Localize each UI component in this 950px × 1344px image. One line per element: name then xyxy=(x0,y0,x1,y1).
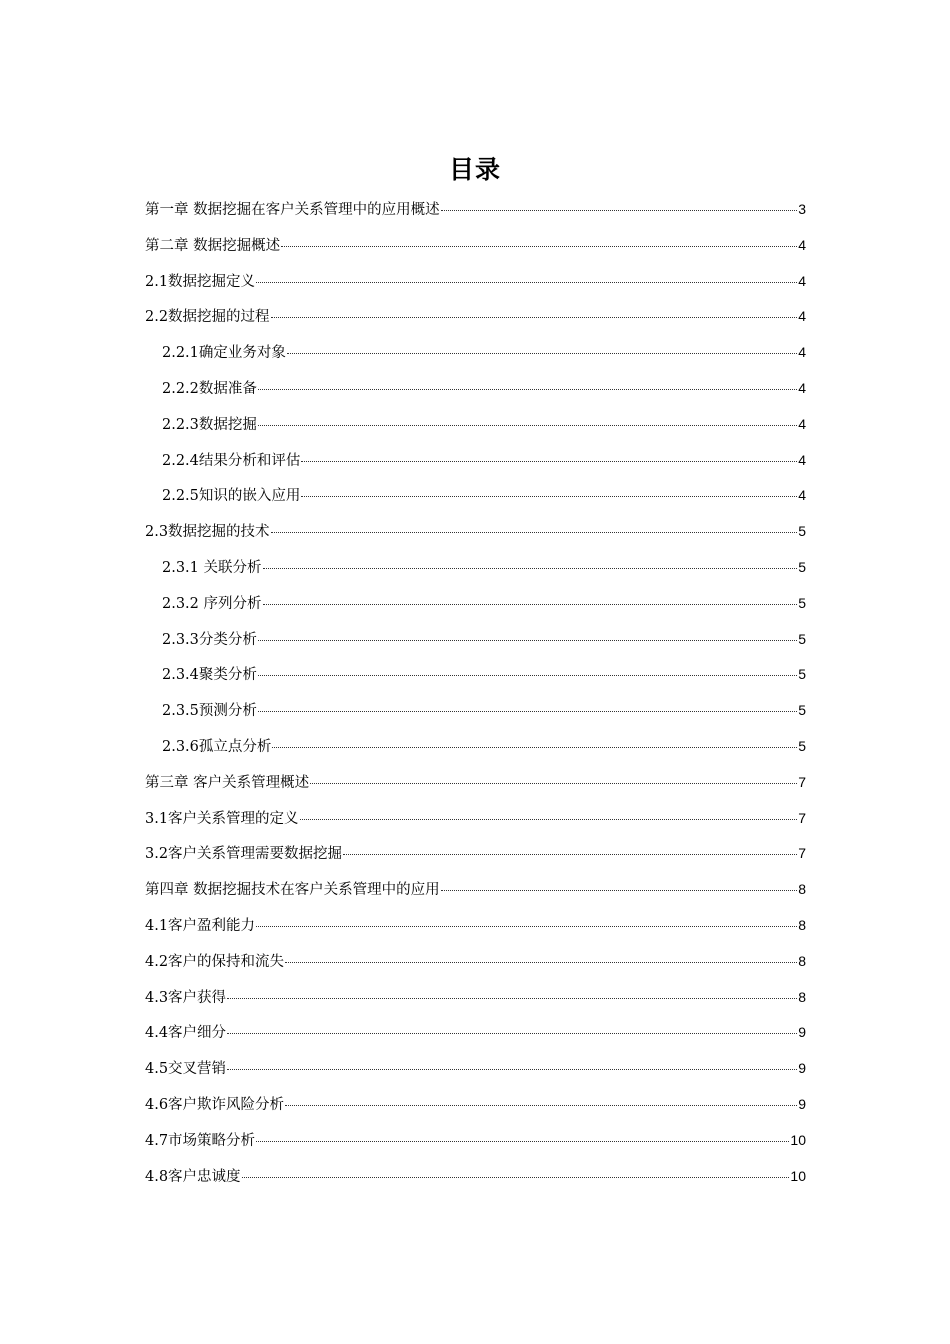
toc-entry-text: 4.5交叉营销 xyxy=(145,1061,227,1078)
toc-entry-4-1[interactable] xyxy=(145,911,806,947)
toc-entry-4-8[interactable] xyxy=(145,1162,806,1198)
toc-entry-2-3-4[interactable] xyxy=(145,660,806,696)
toc-title: 目录 xyxy=(448,155,501,184)
toc-entry-page: 10 xyxy=(790,1131,806,1148)
toc-entry-page: 8 xyxy=(798,916,806,933)
toc-entry-page: 10 xyxy=(790,1167,806,1184)
toc-entry-page: 3 xyxy=(798,201,806,217)
toc-entry-4-3[interactable] xyxy=(145,983,806,1019)
toc-entry-text: 第三章 客户关系管理概述 xyxy=(145,774,310,791)
toc-entry-text: 4.6客户欺诈风险分析 xyxy=(145,1096,285,1113)
toc-entry-page: 7 xyxy=(798,809,806,826)
toc-leader-dots xyxy=(441,210,798,211)
toc-leader-dots xyxy=(258,425,797,426)
toc-entry-text: 第四章 数据挖掘技术在客户关系管理中的应用 xyxy=(145,882,440,899)
toc-entry-2-3[interactable] xyxy=(145,517,806,553)
toc-entry-text: 3.2客户关系管理需要数据挖掘 xyxy=(145,846,343,863)
toc-entry-page: 5 xyxy=(798,630,806,647)
toc-entry-4-6[interactable] xyxy=(145,1090,806,1126)
toc-leader-dots xyxy=(258,640,797,641)
toc-leader-dots xyxy=(227,1033,797,1034)
toc-entry-2-3-2[interactable] xyxy=(145,589,806,625)
toc-entry-page: 5 xyxy=(798,666,806,683)
toc-entry-2-1[interactable] xyxy=(145,267,806,303)
toc-leader-dots xyxy=(343,854,797,855)
toc-entry-page: 7 xyxy=(798,845,806,862)
toc-entry-page: 4 xyxy=(798,308,806,325)
toc-entry-page: 5 xyxy=(798,702,806,719)
toc-leader-dots xyxy=(258,389,797,390)
toc-entry-2-3-6[interactable] xyxy=(145,732,806,768)
toc-entry-4-4[interactable] xyxy=(145,1018,806,1054)
toc-entry-4-7[interactable] xyxy=(145,1126,806,1162)
toc-entry-page: 8 xyxy=(798,881,806,898)
toc-entry-3-1[interactable] xyxy=(145,804,806,840)
toc-entry-text: 2.2数据挖掘的过程 xyxy=(145,309,270,326)
toc-entry-2-3-3[interactable] xyxy=(145,625,806,661)
toc-entry-page: 8 xyxy=(798,952,806,969)
toc-entry-page: 4 xyxy=(798,451,806,468)
toc-entry-2-2[interactable] xyxy=(145,302,806,338)
toc-entry-3-2[interactable] xyxy=(145,839,806,875)
toc-entry-2-2-3[interactable] xyxy=(145,410,806,446)
toc-entry-page: 5 xyxy=(798,594,806,611)
toc-leader-dots xyxy=(285,1105,797,1106)
toc-leader-dots xyxy=(301,496,797,497)
toc-entry-page: 9 xyxy=(798,1095,806,1112)
toc-entry-page: 5 xyxy=(798,523,806,540)
toc-leader-dots xyxy=(300,819,798,820)
toc-entry-text: 2.3.6孤立点分析 xyxy=(162,738,272,755)
toc-entry-text: 2.1数据挖掘定义 xyxy=(145,273,256,290)
toc-list xyxy=(145,195,806,1197)
toc-entry-page: 4 xyxy=(798,344,806,361)
toc-leader-dots xyxy=(441,890,798,891)
toc-entry-text: 2.2.1确定业务对象 xyxy=(162,345,286,362)
toc-leader-dots xyxy=(301,461,797,462)
toc-entry-text: 2.2.2数据准备 xyxy=(162,380,257,397)
toc-entry-text: 2.2.3数据挖掘 xyxy=(162,416,257,433)
toc-entry-text: 4.4客户细分 xyxy=(145,1025,227,1042)
toc-leader-dots xyxy=(272,747,797,748)
toc-entry-2-2-2[interactable] xyxy=(145,374,806,410)
toc-entry-text: 2.3.1 关联分析 xyxy=(162,559,262,576)
toc-leader-dots xyxy=(242,1177,790,1178)
toc-entry-text: 2.3.4聚类分析 xyxy=(162,667,257,684)
toc-entry-text: 第一章 数据挖掘在客户关系管理中的应用概述 xyxy=(145,202,440,218)
toc-leader-dots xyxy=(287,353,797,354)
toc-leader-dots xyxy=(256,926,797,927)
toc-entry-text: 2.2.4结果分析和评估 xyxy=(162,452,301,469)
toc-entry-ch3[interactable] xyxy=(145,768,806,804)
toc-leader-dots xyxy=(271,532,798,533)
toc-entry-page: 5 xyxy=(798,558,806,575)
toc-entry-text: 4.2客户的保持和流失 xyxy=(145,953,285,970)
toc-leader-dots xyxy=(263,568,798,569)
toc-entry-page: 9 xyxy=(798,1060,806,1077)
toc-entry-page: 5 xyxy=(798,737,806,754)
toc-leader-dots xyxy=(285,962,797,963)
toc-entry-page: 4 xyxy=(798,272,806,289)
toc-entry-text: 3.1客户关系管理的定义 xyxy=(145,810,299,827)
toc-entry-text: 2.2.5知识的嵌入应用 xyxy=(162,488,301,505)
toc-entry-4-2[interactable] xyxy=(145,947,806,983)
toc-entry-page: 4 xyxy=(798,236,806,253)
toc-entry-text: 2.3.5预测分析 xyxy=(162,703,257,720)
toc-entry-ch2[interactable] xyxy=(145,231,806,267)
toc-entry-2-2-5[interactable] xyxy=(145,481,806,517)
toc-leader-dots xyxy=(281,246,797,247)
toc-entry-text: 4.8客户忠诚度 xyxy=(145,1168,241,1185)
toc-entry-2-3-5[interactable] xyxy=(145,696,806,732)
toc-entry-text: 第二章 数据挖掘概述 xyxy=(145,237,281,254)
toc-entry-2-2-1[interactable] xyxy=(145,338,806,374)
toc-leader-dots xyxy=(256,1141,789,1142)
toc-leader-dots xyxy=(310,783,797,784)
toc-leader-dots xyxy=(227,1069,797,1070)
toc-leader-dots xyxy=(258,711,797,712)
toc-leader-dots xyxy=(263,604,798,605)
toc-entry-text: 2.3数据挖掘的技术 xyxy=(145,524,270,541)
toc-entry-page: 7 xyxy=(798,773,806,790)
toc-leader-dots xyxy=(271,317,798,318)
toc-entry-page: 9 xyxy=(798,1024,806,1041)
toc-entry-text: 2.3.2 序列分析 xyxy=(162,595,262,612)
toc-entry-text: 4.3客户获得 xyxy=(145,989,227,1006)
toc-entry-text: 4.7市场策略分析 xyxy=(145,1132,256,1149)
toc-entry-page: 4 xyxy=(798,415,806,432)
toc-entry-page: 4 xyxy=(798,379,806,396)
toc-entry-page: 8 xyxy=(798,988,806,1005)
toc-leader-dots xyxy=(258,675,797,676)
toc-entry-text: 2.3.3分类分析 xyxy=(162,631,257,648)
toc-leader-dots xyxy=(256,282,797,283)
toc-entry-4-5[interactable] xyxy=(145,1054,806,1090)
toc-entry-2-2-4[interactable] xyxy=(145,446,806,482)
toc-entry-ch1[interactable] xyxy=(145,195,806,231)
toc-entry-page: 4 xyxy=(798,487,806,504)
toc-entry-ch4[interactable] xyxy=(145,875,806,911)
toc-entry-2-3-1[interactable] xyxy=(145,553,806,589)
toc-leader-dots xyxy=(227,998,797,999)
toc-entry-text: 4.1客户盈利能力 xyxy=(145,917,256,934)
